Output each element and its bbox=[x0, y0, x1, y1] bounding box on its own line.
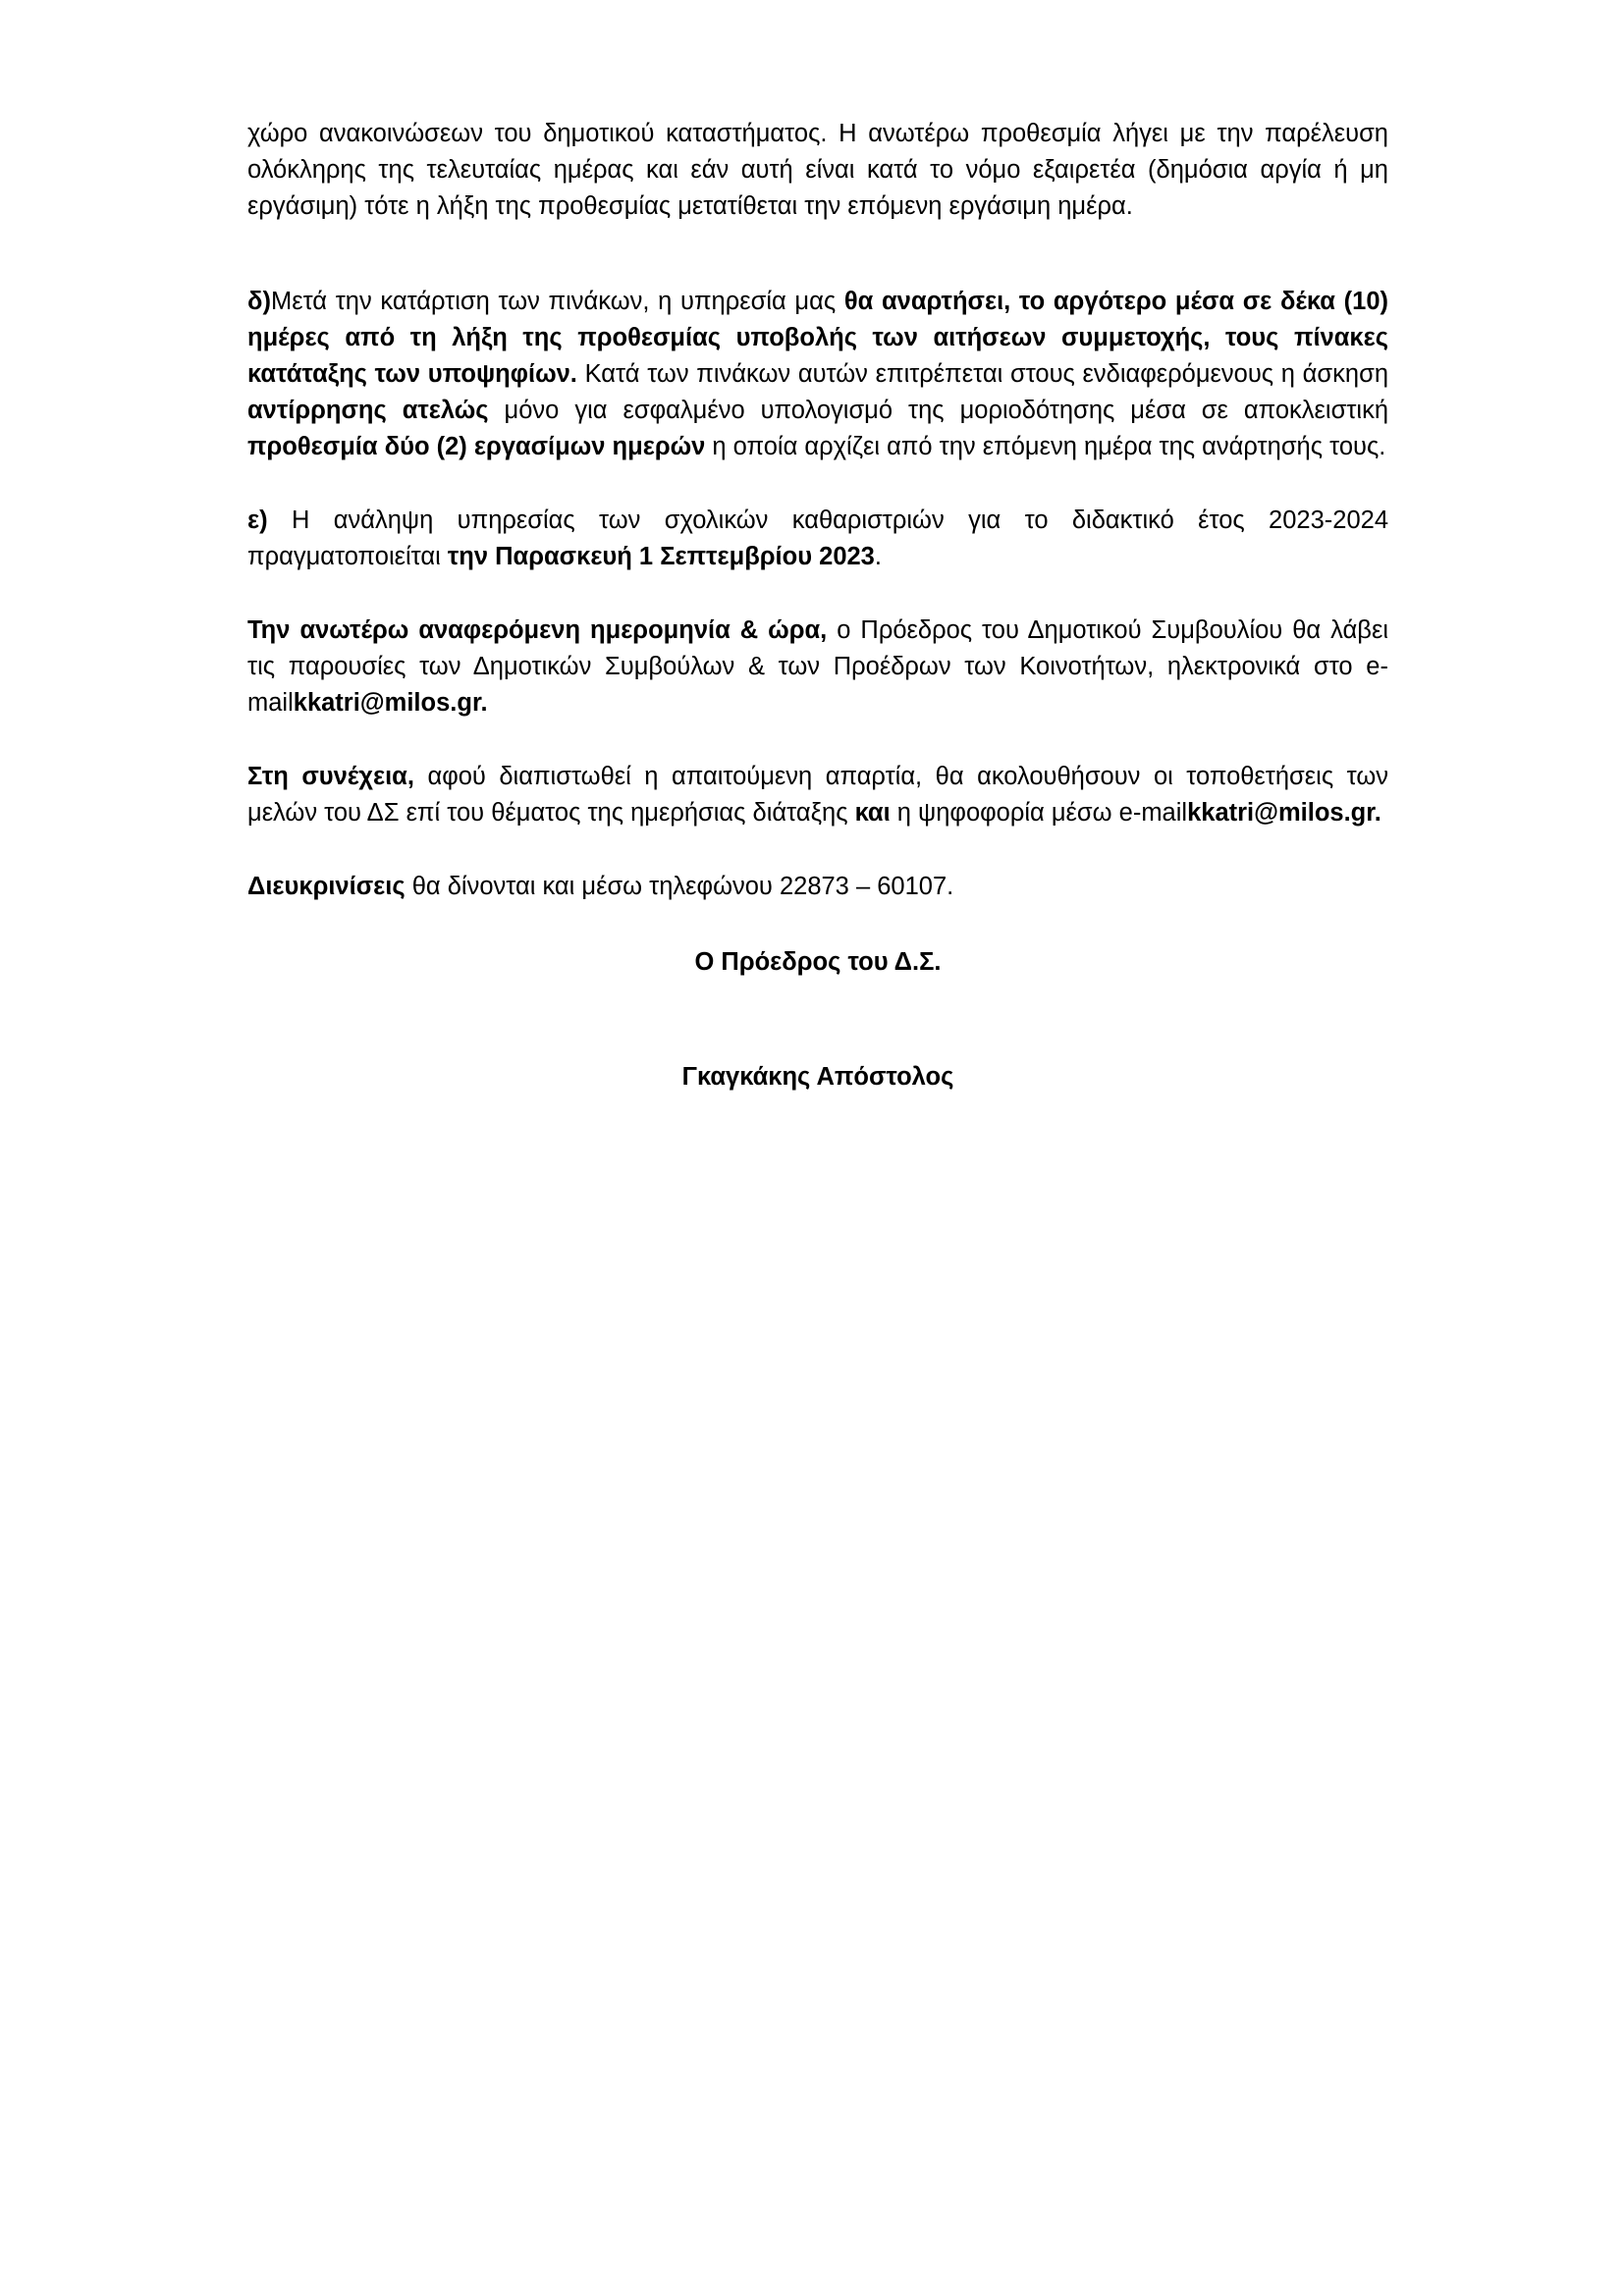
section-d-text-3: μόνο για εσφαλμένο υπολογισμό της μοριοδότησης μέσα σε αποκλειστική bbox=[488, 397, 1389, 424]
section-d-label: δ) bbox=[247, 288, 271, 315]
section-d-text-4: η οποία αρχίζει από την επόμενη ημέρα της ανάρτησής τους. bbox=[705, 433, 1386, 460]
voting-text-2: η ψηφοφορία μέσω e-mail bbox=[890, 799, 1188, 827]
voting-bold-1: Στη συνέχεια, bbox=[247, 763, 414, 790]
voting-text-1: αφού διαπιστωθεί η απαιτούμενη απαρτία, θα ακολουθήσουν οι τοποθετήσεις των μελών του ΔΣ επί του θέματος της ημερήσιας διάταξης bbox=[247, 763, 1388, 827]
attendance-paragraph bbox=[247, 613, 1388, 721]
signature-title: Ο Πρόεδρος του Δ.Σ. bbox=[694, 948, 942, 976]
intro-paragraph bbox=[247, 116, 1388, 225]
section-e-label: ε) bbox=[247, 507, 268, 534]
section-e-text-2: . bbox=[874, 543, 882, 570]
voting-email: kkatri@milos.gr. bbox=[1187, 799, 1381, 827]
section-e-paragraph bbox=[247, 503, 1388, 575]
clarifications-text: θα δίνονται και μέσω τηλεφώνου 22873 – 60107. bbox=[405, 873, 954, 900]
attendance-text-1: ο Πρόεδρος του Δημοτικού Συμβουλίου θα λάβει τις παρουσίες των Δημοτικών Συμβούλων & των Προέδρων των Κοινοτήτων, ηλεκτρονικά στο e-mail bbox=[247, 616, 1388, 717]
voting-paragraph bbox=[247, 759, 1388, 831]
section-e-text-1: Η ανάληψη υπηρεσίας των σχολικών καθαριστριών για το διδακτικό έτος 2023-2024 πραγματοποιείται bbox=[247, 507, 1388, 570]
section-d-bold-1: θα αναρτήσει, το αργότερο μέσα σε δέκα (10) ημέρες από τη λήξη της προθεσμίας υποβολής των αιτήσεων συμμετοχής, τους πίνακες κατάταξης των υποψηφίων. bbox=[247, 288, 1389, 388]
section-d-text-1: Μετά την κατάρτιση των πινάκων, η υπηρεσία μας bbox=[270, 288, 844, 315]
attendance-bold-1: Την ανωτέρω αναφερόμενη ημερομηνία & ώρα, bbox=[247, 616, 828, 644]
intro-text: χώρο ανακοινώσεων του δημοτικού καταστήματος. Η ανωτέρω προθεσμία λήγει με την παρέλευση ολόκληρης της τελευταίας ημέρας και εάν αυτή είναι κατά το νόμο εξαιρετέα (δημόσια αργία ή μη εργάσιμη) τότε η λήξη της προθεσμίας μετατίθεται την επόμενη εργάσιμη ημέρα. bbox=[247, 120, 1388, 220]
document-page bbox=[247, 116, 1388, 1095]
signature-name: Γκαγκάκης Απόστολος bbox=[681, 1063, 954, 1091]
section-e-bold-1: την Παρασκευή 1 Σεπτεμβρίου 2023 bbox=[447, 543, 875, 570]
section-d-paragraph bbox=[247, 284, 1388, 465]
clarifications-bold: Διευκρινίσεις bbox=[247, 873, 406, 900]
clarifications-paragraph bbox=[247, 869, 1388, 905]
section-d-bold-2: αντίρρησης ατελώς bbox=[247, 397, 489, 424]
voting-bold-2: και bbox=[854, 799, 891, 827]
section-d-text-2: Κατά των πινάκων αυτών επιτρέπεται στους ενδιαφερόμενους η άσκηση bbox=[576, 360, 1389, 388]
attendance-email: kkatri@milos.gr. bbox=[293, 689, 488, 717]
section-d-bold-3: προθεσμία δύο (2) εργασίμων ημερών bbox=[247, 433, 706, 460]
